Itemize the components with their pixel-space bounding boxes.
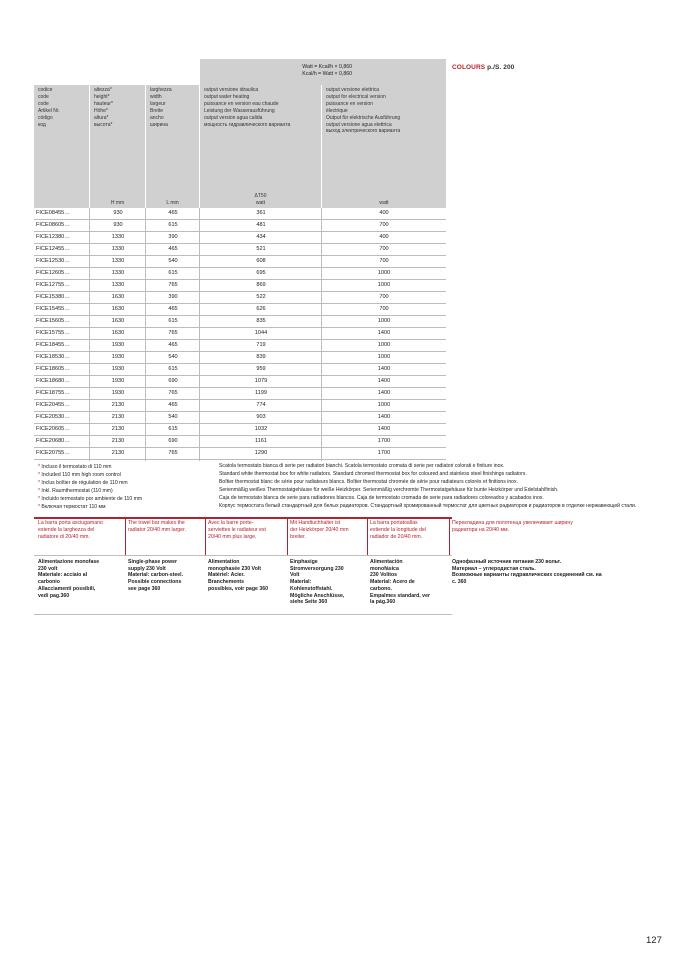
header-label-line: codice [38,87,53,93]
electric-output-value: 1400 [377,414,391,420]
power-supply-line: monophasée 230 Volt [208,565,261,572]
note-text: Included 110 mm high room control [41,471,121,478]
header-label-line: output versione agua elettrica [326,121,392,128]
note-line [38,464,142,472]
electric-unit: watt [379,200,389,207]
water-output-value: 959 [256,366,266,372]
power-supply-line: see page 360 [128,585,161,592]
water-output-value: 608 [256,258,266,264]
column-divider [89,208,90,461]
towel-bar-text [370,520,426,542]
header-label-line: puissance en version [326,100,373,107]
header-label-line: мощность гидравлического варианта [204,121,291,128]
towel-bar-line: radiatore di 20/40 mm. [38,534,90,541]
watt-conversion-box [200,59,446,85]
model-code: FICE18455… [36,342,70,348]
header-label-line: código [38,114,53,121]
red-column-divider [367,519,368,555]
water-output-value: 903 [256,414,266,420]
red-column-divider [449,519,450,555]
table-row [34,412,446,424]
towel-bar-line: Avec la barre porte- [208,520,254,526]
width-value: 615 [168,318,178,324]
height-value: 1930 [111,354,125,360]
header-label-line: высота* [94,121,113,128]
power-supply-line: Однофазный источник питания 230 вольт. [452,559,562,565]
electric-output-value: 1400 [377,390,391,396]
power-supply-line: Branchements [208,579,245,586]
water-output-value: 521 [256,246,266,252]
power-supply-line: siehe Seite 360 [290,599,328,606]
power-supply-line: Single-phase power [128,559,178,565]
water-output-value: 1290 [254,450,268,456]
table-row [34,436,446,448]
model-code: FICE20755… [36,450,70,456]
towel-bar-text [452,520,573,534]
width-value: 615 [168,222,178,228]
electric-output-value: 400 [379,234,389,240]
electric-output-value: 1000 [377,270,391,276]
water-output-value: 1044 [254,330,268,336]
width-value: 465 [168,306,178,312]
power-supply-line: Material: carbon-steel. [128,572,184,579]
electric-output-value: 700 [379,222,389,228]
column-divider [145,208,146,461]
model-code: FICE20455… [36,402,70,408]
header-label-line: électrique [326,107,348,114]
power-supply-line: Kohlenstoffstahl. [290,585,333,592]
model-code: FICE18605… [36,366,70,372]
height-value: 1930 [111,390,125,396]
height-value: 930 [113,222,123,228]
width-value: 765 [168,390,178,396]
electric-output-value: 1000 [377,354,391,360]
power-supply-line: Material: [290,579,312,586]
power-supply-line: Possible connections [128,579,182,586]
height-value: 1330 [111,234,125,240]
power-supply-line: Allacciamenti possibili, [38,585,96,592]
header-label-line: выход электрического варианта [326,128,401,135]
note-line: Serienmäßig weißes Thermostatgehäuse für weiße Heizkörper. Serienmäßig verchromte Thermostatgehäuse für bunte Heizkörper und Edelstahlfinish. [219,486,559,493]
note-line [38,496,142,504]
width-value: 465 [168,210,178,216]
width-value: 390 [168,294,178,300]
table-row [34,364,446,376]
table-row [34,328,446,340]
power-supply-line: carbono. [370,585,392,592]
table-row [34,220,446,232]
electric-output-value: 1400 [377,426,391,432]
header-label-line: altezza* [94,87,112,93]
height-value: 2130 [111,450,125,456]
note-line [38,472,142,480]
header-label-line: output water heating [204,93,250,100]
model-code: FICE20530… [36,414,70,420]
power-supply-line: Stromversorgung 230 [290,565,344,572]
power-supply-line: Einphasige [290,559,318,565]
gray-divider [34,555,452,556]
towel-bar-text [38,520,103,542]
width-value: 465 [168,246,178,252]
thermostat-notes [38,464,142,511]
height-value: 2130 [111,414,125,420]
towel-bar-line: La barra portatoallas [370,520,418,526]
power-supply-line: vedi pag.360 [38,592,70,599]
width-value: 765 [168,282,178,288]
model-code: FICE12530… [36,258,70,264]
colours-page-ref: p./S. 200 [487,64,515,71]
towel-bar-line: радиатора на 20/40 мм. [452,527,510,534]
table-row [34,376,446,388]
note-line: Boîtier thermostat blanc de série pour radiateurs blancs. Boîtier thermostat chromée de série pour radiateurs colorés et finitions inox. [219,478,518,485]
watt-line: Kcal/h = Watt × 0,860 [302,71,352,77]
towel-bar-line: serviettes le radiateur est [208,527,266,534]
electric-output-value: 1400 [377,330,391,336]
height-value: 1930 [111,342,125,348]
water-output-value: 1079 [254,378,268,384]
header-code [34,85,89,208]
height-value: 2130 [111,402,125,408]
table-row [34,400,446,412]
model-code: FICE15380… [36,294,70,300]
colours-reference [452,64,514,71]
model-code: FICE12455… [36,246,70,252]
power-supply-line: 230 volt [38,565,58,572]
water-delta: ΔT50 [254,193,267,200]
note-text: Incluido termostato por ambiente de 110 mm [41,495,143,502]
table-row [34,232,446,244]
asterisk-mark: * [38,479,42,486]
towel-bar-line: Mit Handtuchhalter ist [290,520,341,526]
column-divider [321,208,322,461]
header-label-line: ancho [150,114,164,121]
model-code: FICE20680… [36,438,70,444]
header-water-output [200,85,321,208]
electric-output-value: 1000 [377,402,391,408]
model-code: FICE15605… [36,318,70,324]
height-value: 1330 [111,282,125,288]
power-supply-line: possibles, voir page 360 [208,585,268,592]
note-text: Inclus boîtier de régulation de 110 mm [41,479,128,486]
water-output-value: 481 [256,222,266,228]
header-label-line: output for electrical version [326,93,386,100]
water-output-value: 774 [256,402,266,408]
table-row [34,280,446,292]
asterisk-mark: * [38,487,42,494]
towel-bar-text [290,520,349,542]
electric-output-value: 1000 [377,318,391,324]
water-output-value: 719 [256,342,266,348]
table-row [34,388,446,400]
header-label-line: Artikel Nr. [38,107,60,114]
height-value: 2130 [111,438,125,444]
height-value: 930 [113,210,123,216]
asterisk-mark: * [38,503,42,510]
header-label-line: code [38,93,49,100]
header-label-line: hauteur* [94,100,113,107]
header-electric-output [322,85,446,208]
note-line [38,488,142,496]
power-supply-line: Alimentazione monofase [38,559,100,565]
width-value: 765 [168,450,178,456]
power-supply-line: с. 360 [452,579,467,586]
height-value: 2130 [111,426,125,432]
power-supply-line: supply 230 Volt [128,565,166,572]
table-row [34,292,446,304]
header-label-line: Output für elektrische Ausführung [326,114,401,121]
electric-output-value: 700 [379,294,389,300]
table-row [34,304,446,316]
power-supply-line: carbonio [38,579,60,586]
water-output-value: 869 [256,282,266,288]
towel-bar-line: radiator 20/40 mm larger. [128,527,186,534]
width-value: 465 [168,402,178,408]
width-value: 765 [168,330,178,336]
towel-bar-line: breiter. [290,534,306,541]
page-number: 127 [646,935,662,946]
power-supply-line: 230 Volitos [370,572,398,579]
power-supply-text [370,559,430,606]
height-value: 1930 [111,366,125,372]
power-supply-line: Volt [290,572,300,579]
towel-bar-line: radiador de 20/40 mm. [370,534,423,541]
height-value: 1630 [111,318,125,324]
gray-divider [34,614,452,615]
model-code: FICE12755… [36,282,70,288]
water-unit: watt [255,200,266,207]
water-output-value: 1199 [254,390,268,396]
model-code: FICE12605… [36,270,70,276]
power-supply-line: Matériel: Acier. [208,572,245,579]
water-output-value: 1032 [254,426,268,432]
electric-output-value: 400 [379,210,389,216]
power-supply-line: Возможные варианты гидравлических соединений см. на [452,572,602,579]
width-value: 615 [168,270,178,276]
header-label-line: output version agua calida [204,114,263,121]
table-row [34,316,446,328]
model-code: FICE12380… [36,234,70,240]
model-code: FICE18755… [36,390,70,396]
electric-output-value: 1700 [377,450,391,456]
power-supply-line: la pág.360 [370,599,396,606]
towel-bar-line: 20/40 mm plus large. [208,534,257,541]
asterisk-mark: * [38,464,42,470]
header-height [90,85,145,208]
electric-output-value: 1700 [377,438,391,444]
header-label-line: altura* [94,114,109,121]
table-row [34,244,446,256]
header-label-line: output versione idraulica [204,87,259,93]
height-value: 1930 [111,378,125,384]
width-value: 615 [168,366,178,372]
water-output-value: 522 [256,294,266,300]
asterisk-mark: * [38,495,42,502]
power-supply-text [208,559,268,593]
width-value: 690 [168,438,178,444]
header-label-line: puissance en version eau chaude [204,100,279,107]
water-output-value: 695 [256,270,266,276]
electric-output-value: 1000 [377,282,391,288]
table-row [34,352,446,364]
note-text: Incluso il termostato di 110 mm [41,464,112,470]
towel-bar-text [128,520,186,534]
header-label-line: код [38,121,46,128]
asterisk-mark: * [38,471,42,478]
power-supply-line: Mögliche Anschlüsse, [290,592,345,599]
power-supply-line: Alimentación [370,559,403,565]
header-label-line: height* [94,93,110,100]
note-text: Inkl. Raumthermostat (110 mm) [41,487,113,494]
electric-output-value: 700 [379,306,389,312]
towel-bar-line: extiende la longitude del [370,527,426,534]
header-label-line: output versione elettrica [326,87,380,93]
thermostat-box-notes [219,463,636,510]
power-supply-text [128,559,183,593]
width-unit: L mm [166,200,179,207]
power-supply-text [38,559,99,599]
table-row [34,424,446,436]
power-supply-line: Materiale: acciaio al [38,572,88,579]
power-supply-line: Empalmes standard, ver [370,592,430,599]
note-line [38,504,142,512]
height-value: 1330 [111,258,125,264]
width-value: 615 [168,426,178,432]
towel-bar-line: La barra porta asciugamano [38,520,103,526]
table-row [34,448,446,460]
electric-output-value: 1400 [377,366,391,372]
header-label-line: code [38,100,49,107]
model-code: FICE08605… [36,222,70,228]
model-code: FICE20605… [36,426,70,432]
power-supply-line: monofásica [370,565,399,572]
table-row [34,268,446,280]
model-code: FICE08455… [36,210,70,216]
red-column-divider [287,519,288,555]
height-value: 1330 [111,270,125,276]
table-row [34,340,446,352]
electric-output-value: 700 [379,246,389,252]
header-label-line: Höhe* [94,107,108,114]
height-value: 1330 [111,246,125,252]
header-label-line: largeur [150,100,166,107]
electric-output-value: 1000 [377,342,391,348]
height-value: 1630 [111,306,125,312]
water-output-value: 626 [256,306,266,312]
width-value: 540 [168,414,178,420]
electric-output-value: 1400 [377,378,391,384]
model-code: FICE15755… [36,330,70,336]
width-value: 540 [168,354,178,360]
note-text: Включая термостат 110 мм [41,503,106,510]
model-code: FICE15455… [36,306,70,312]
power-supply-line: Материал – углеродистая сталь. [452,565,536,572]
note-line: Scatola termostato bianca di serie per radiatori bianchi. Scatola termostato cromata di serie per radiatori colorati e finiture inox. [219,463,505,469]
note-line: Корпус термостата белый стандартный для белых радиаторов. Стандартный хромированный термостат для цветных радиаторов и радиаторов в отделке нержавеющей стали. [219,502,637,509]
water-output-value: 434 [256,234,266,240]
red-column-divider [125,519,126,555]
model-code: FICE18680… [36,378,70,384]
height-value: 1630 [111,294,125,300]
power-supply-text [290,559,344,606]
header-label-line: larghezza [150,87,172,93]
header-width [146,85,199,208]
width-value: 390 [168,234,178,240]
table-row [34,208,446,220]
power-supply-text [452,559,602,586]
towel-bar-text [208,520,266,542]
power-supply-line: Alimentation [208,559,240,565]
table-row [34,256,446,268]
towel-bar-line: estende la larghezza del [38,527,95,534]
red-divider [34,517,452,519]
power-supply-line: Material: Acero de [370,579,415,586]
header-label-line: Breite [150,107,164,114]
note-line [38,480,142,488]
model-code: FICE18530… [36,354,70,360]
water-output-value: 1161 [254,438,268,444]
column-divider [199,208,200,461]
note-line: Standard white thermostat box for white radiators. Standard chromed thermostat box for coloured and stainless steel finishings radiators. [219,470,527,477]
note-line: Caja de termostato blanca de serie para radiadores blancos. Caja de termostato cromada de serie para radiadores coloreados y acabados inox. [219,494,544,501]
height-unit: H mm [110,200,125,207]
colours-label: COLOURS [452,64,486,71]
towel-bar-line: The towel bar makes the [128,520,185,526]
water-output-value: 361 [256,210,266,216]
width-value: 465 [168,342,178,348]
towel-bar-line: Перекладина для полотенца увеличивает ширину [452,520,573,526]
header-label-line: ширина [150,121,168,128]
towel-bar-line: der Heizkörper 20/40 mm [290,527,349,534]
watt-line: Watt = Kcal/h × 0,860 [302,64,352,70]
height-value: 1630 [111,330,125,336]
electric-output-value: 700 [379,258,389,264]
water-output-value: 839 [256,354,266,360]
width-value: 690 [168,378,178,384]
header-label-line: width [150,93,162,100]
width-value: 540 [168,258,178,264]
header-label-line: Leistung der Wasserausführung [204,107,275,114]
water-output-value: 835 [256,318,266,324]
red-column-divider [205,519,206,555]
